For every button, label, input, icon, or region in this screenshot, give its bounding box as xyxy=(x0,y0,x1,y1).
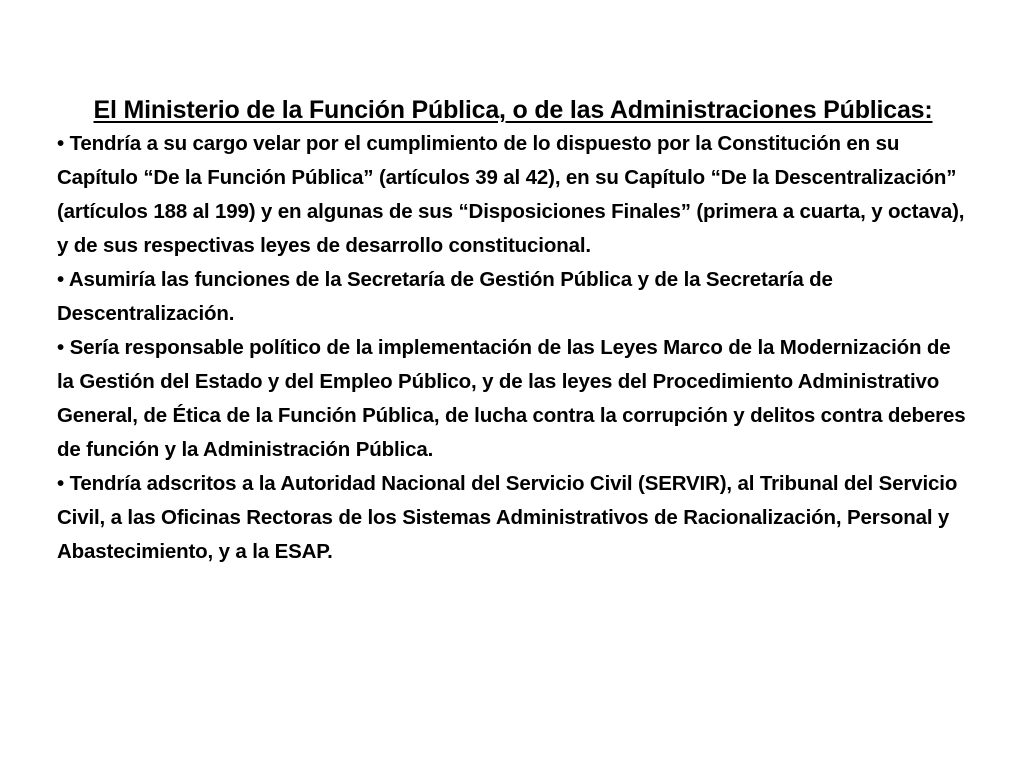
bullet-mark: • xyxy=(57,132,65,155)
bullet-mark: • xyxy=(57,336,65,359)
bullet-text: Tendría a su cargo velar por el cumplimiento de lo dispuesto por la Constitución en su Capítulo “De la Función Pública” (artículos 39 al 42), en su Capítulo “De la Descentralización” (artículos 188 al 199) y en algunas de sus “Disposiciones Finales” (primera a cuarta, y octava), y de sus respectivas leyes de desarrollo constitucional. xyxy=(57,132,965,257)
bullet-mark: • xyxy=(57,268,65,291)
bullet-text: Sería responsable político de la implementación de las Leyes Marco de la Modernización de la Gestión del Estado y del Empleo Público, y de las leyes del Procedimiento Administrativo General, de Ética de la Función Pública, de lucha contra la corrupción y delitos contra deberes de función y la Administración Pública. xyxy=(57,336,966,461)
bullet-item xyxy=(57,127,969,263)
bullet-list xyxy=(57,127,969,569)
bullet-text: Asumiría las funciones de la Secretaría de Gestión Pública y de la Secretaría de Descentralización. xyxy=(57,268,833,325)
bullet-item xyxy=(57,331,969,467)
slide-content xyxy=(57,93,969,569)
slide-title: El Ministerio de la Función Pública, o de las Administraciones Públicas: xyxy=(93,96,933,124)
bullet-mark: • xyxy=(57,472,65,495)
bullet-item xyxy=(57,467,969,569)
bullet-item xyxy=(57,263,969,331)
bullet-text: Tendría adscritos a la Autoridad Nacional del Servicio Civil (SERVIR), al Tribunal del Servicio Civil, a las Oficinas Rectoras de los Sistemas Administrativos de Racionalización, Personal y Abastecimiento, y a la ESAP. xyxy=(57,472,958,563)
